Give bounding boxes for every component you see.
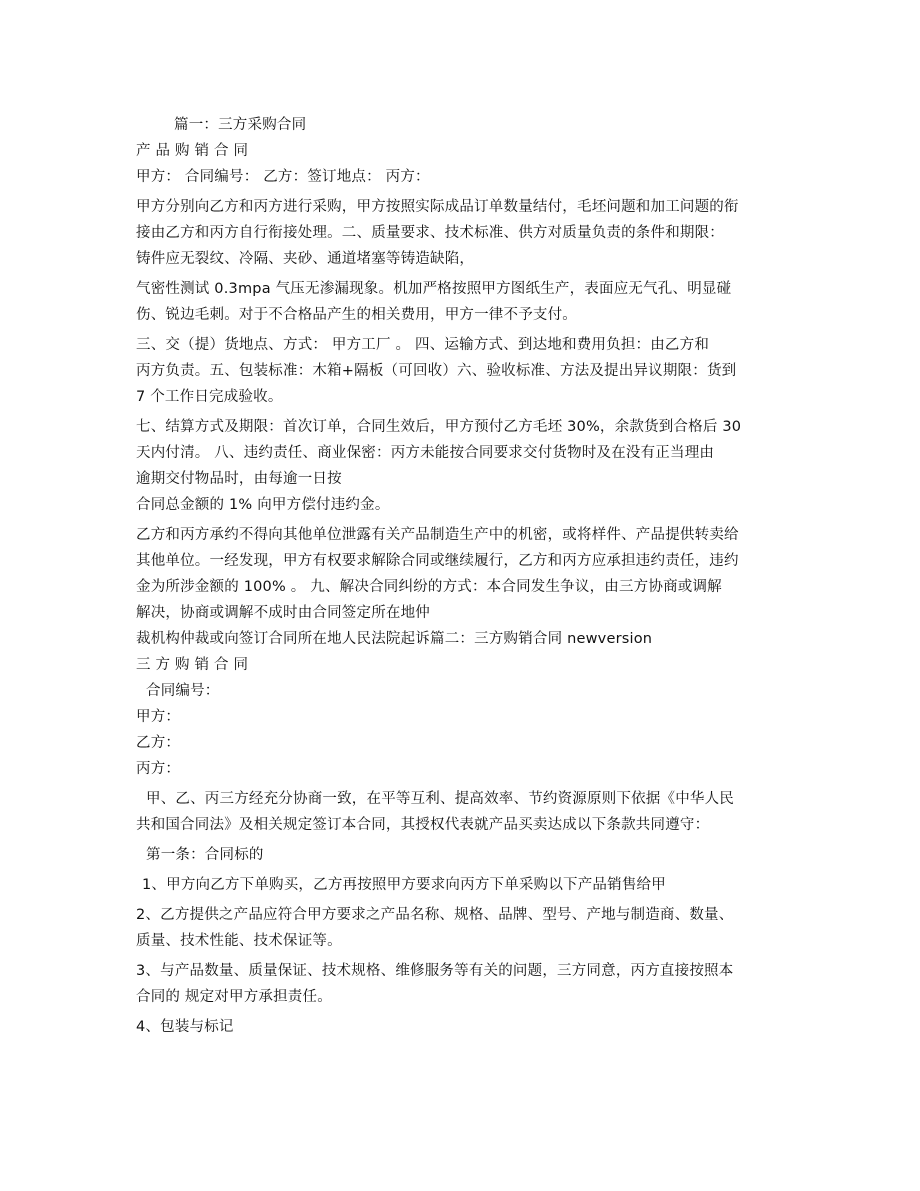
- paragraph-line: 逾期交付物品时，由每逾一日按: [136, 471, 342, 487]
- party-c-label: 丙方：: [136, 761, 181, 777]
- paragraph-line: 接由乙方和丙方自行衔接处理。二、质量要求、技术标准、供方对质量负责的条件和期限：: [136, 225, 724, 241]
- list-item: 2、乙方提供之产品应符合甲方要求之产品名称、规格、品牌、型号、产地与制造商、数量、: [136, 907, 734, 923]
- paragraph-line: 乙方和丙方承约不得向其他单位泄露有关产品制造生产中的机密，或将样件、产品提供转卖给: [136, 527, 739, 543]
- paragraph-line: 7 个工作日完成验收。: [136, 389, 283, 405]
- party-b-label: 乙方：: [136, 735, 181, 751]
- paragraph-line: 合同总金额的 1% 向甲方偿付违约金。: [136, 497, 390, 513]
- paragraph-line: 金为所涉金额的 100% 。 九、解决合同纠纷的方式：本合同发生争议，由三方协商或调解: [136, 579, 722, 595]
- contract-number-label: 合同编号：: [146, 683, 220, 699]
- paragraph-line: 铸件应无裂纹、冷隔、夹砂、通道堵塞等铸造缺陷，: [136, 251, 475, 267]
- list-item: 3、与产品数量、质量保证、技术规格、维修服务等有关的问题，三方同意，丙方直接按照本: [136, 963, 734, 979]
- paragraph-line: 伤、锐边毛刺。对于不合格品产生的相关费用，甲方一律不予支付。: [136, 307, 577, 323]
- contract-title-1: 产 品 购 销 合 同: [136, 143, 249, 159]
- parties-line: 甲方： 合同编号： 乙方：签订地点： 丙方：: [136, 169, 430, 185]
- document-body: [136, 112, 786, 1040]
- paragraph-line: 丙方负责。五、包装标准：木箱+隔板（可回收）六、验收标准、方法及提出异议期限：货到: [136, 363, 737, 379]
- paragraph-line: 解决，协商或调解不成时由合同签定所在地仲: [136, 605, 430, 621]
- list-item: 4、包装与标记: [136, 1019, 234, 1035]
- party-a-label: 甲方：: [136, 709, 181, 725]
- list-item: 1、甲方向乙方下单购买，乙方再按照甲方要求向丙方下单采购以下产品销售给甲: [142, 877, 666, 893]
- paragraph-line: 共和国合同法》及相关规定签订本合同，其授权代表就产品买卖达成以下条款共同遵守：: [136, 817, 710, 833]
- paragraph-line: 气密性测试 0.3mpa 气压无渗漏现象。机加严格按照甲方图纸生产，表面应无气孔、明显碰: [136, 281, 732, 297]
- paragraph-line: 七、结算方式及期限：首次订单，合同生效后，甲方预付乙方毛坯 30%，余款货到合格后 30: [136, 419, 742, 435]
- list-item-continued: 质量、技术性能、技术保证等。: [136, 933, 342, 949]
- paragraph-line: 三、交（提）货地点、方式： 甲方工厂 。 四、运输方式、到达地和费用负担：由乙方和: [136, 337, 710, 353]
- paragraph-line: 天内付清。 八、违约责任、商业保密：丙方未能按合同要求交付货物时及在没有正当理由: [136, 445, 715, 461]
- paragraph-line: 裁机构仲裁或向签订合同所在地人民法院起诉篇二：三方购销合同 newversion: [136, 631, 653, 647]
- list-item-continued: 合同的 规定对甲方承担责任。: [136, 989, 332, 1005]
- contract-title-2: 三 方 购 销 合 同: [136, 657, 249, 673]
- paragraph-line: 其他单位。一经发现，甲方有权要求解除合同或继续履行，乙方和丙方应承担违约责任，违约: [136, 553, 739, 569]
- article-heading: 第一条：合同标的: [146, 847, 264, 863]
- paragraph-line: 甲方分别向乙方和丙方进行采购，甲方按照实际成品订单数量结付，毛坯问题和加工问题的衔: [136, 199, 739, 215]
- section-heading-1: 篇一：三方采购合同: [174, 117, 307, 133]
- paragraph-line: 甲、乙、丙三方经充分协商一致，在平等互利、提高效率、节约资源原则下依据《中华人民: [146, 791, 734, 807]
